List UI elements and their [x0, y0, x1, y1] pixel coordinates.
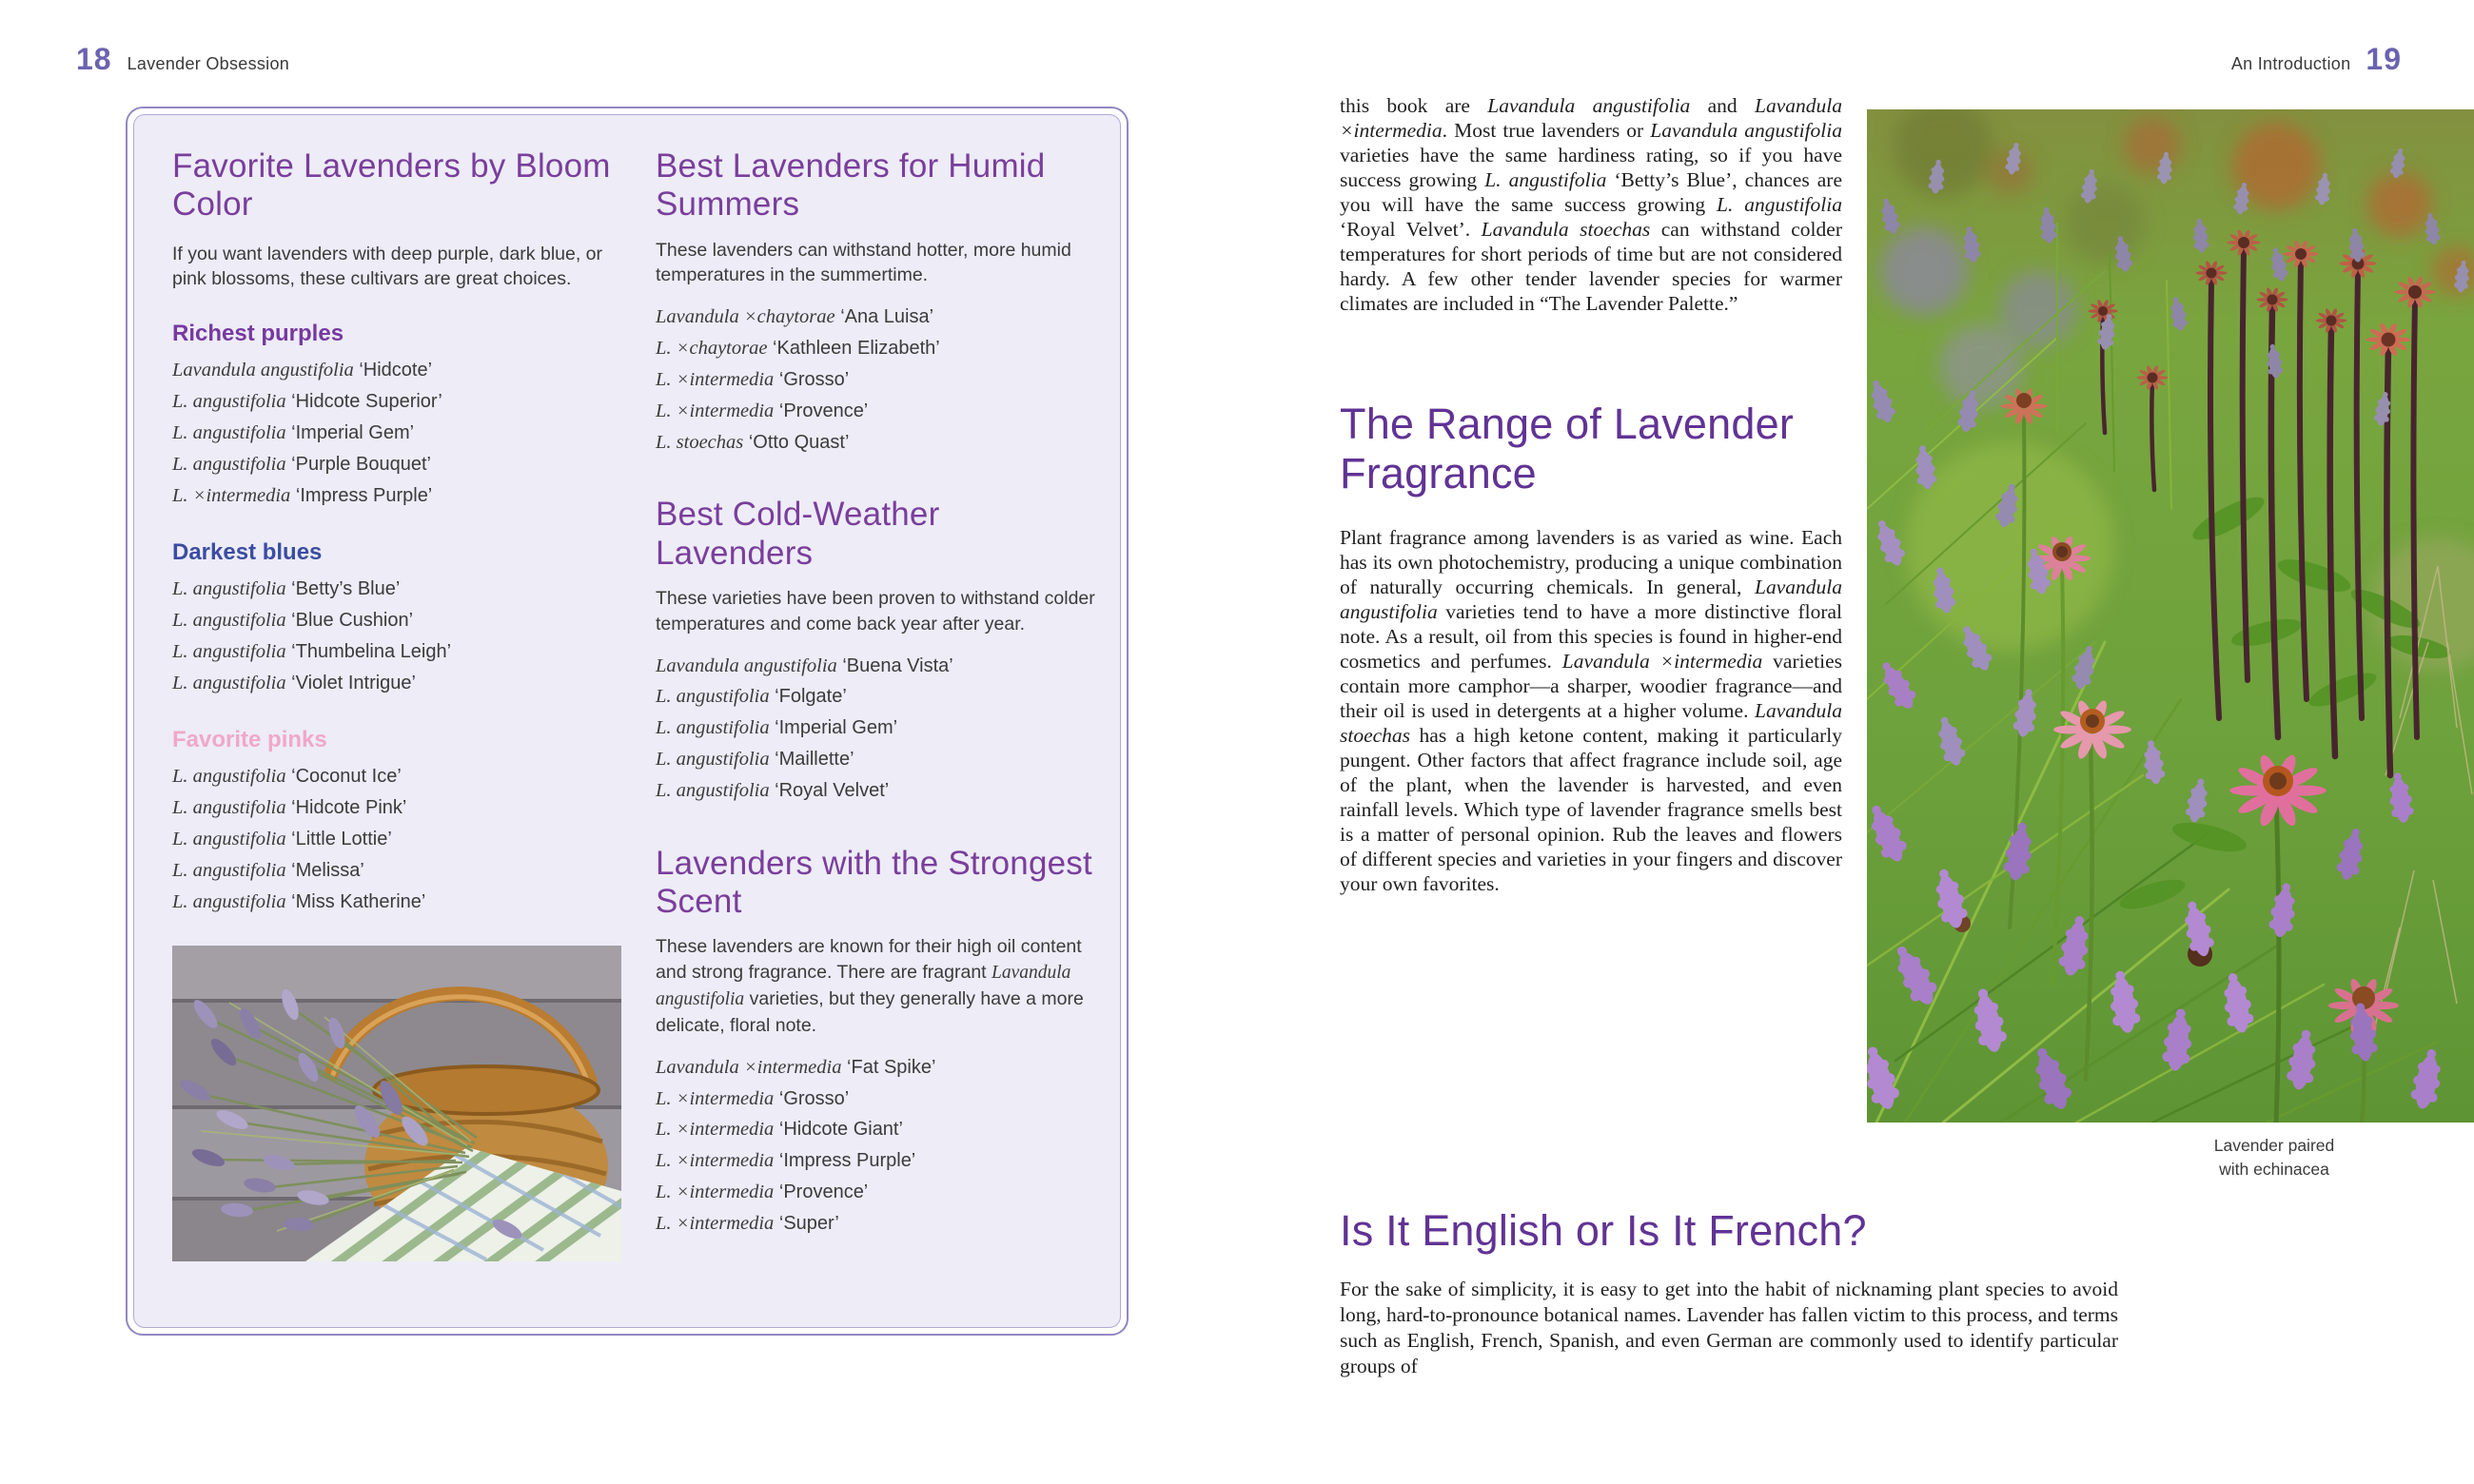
species-name: L. ×intermedia — [656, 368, 775, 390]
photo-caption — [2131, 1134, 2417, 1181]
species-name: L. angustifolia — [172, 890, 286, 912]
species-name: Lavandula ×chaytorae — [656, 306, 835, 328]
species-name: L. angustifolia — [172, 672, 286, 693]
variety-item — [656, 681, 1095, 713]
cold-weather-intro: These varieties have been proven to withstand colder temperatures and come back year after year. — [656, 587, 1095, 635]
variety-item — [172, 887, 612, 918]
cultivar-name: ‘Impress Purple’ — [778, 1150, 916, 1172]
cultivar-name: ‘Impress Purple’ — [295, 484, 433, 506]
cultivar-name: ‘Hidcote Pink’ — [291, 797, 407, 819]
lavender-basket-photo — [172, 946, 621, 1261]
cultivar-name: ‘Coconut Ice’ — [291, 766, 402, 788]
section-title-strongest-scent: Lavenders with the Strongest Scent — [656, 844, 1092, 920]
cultivar-name: ‘Little Lottie’ — [291, 829, 392, 850]
variety-item — [656, 302, 1095, 333]
cultivar-name: ‘Grosso’ — [778, 368, 850, 390]
cultivar-name: ‘Fat Spike’ — [847, 1056, 936, 1078]
variety-item — [172, 668, 612, 699]
species-name: L. angustifolia — [172, 640, 286, 662]
species-name: L. angustifolia — [656, 717, 770, 739]
box-title-bloom-color: Favorite Lavenders by Bloom Color — [172, 147, 611, 224]
cold-weather-list — [656, 651, 1095, 807]
variety-item — [656, 1052, 1095, 1084]
variety-item — [172, 355, 612, 386]
cultivar-name: ‘Blue Cushion’ — [291, 610, 414, 632]
cultivar-name: ‘Grosso’ — [778, 1087, 850, 1109]
section-title-cold-weather: Best Cold-Weather Lavenders — [656, 496, 940, 572]
variety-item — [172, 449, 612, 480]
variety-item — [656, 1145, 1095, 1177]
variety-item — [656, 364, 1095, 396]
species-name: L. ×chaytorae — [656, 338, 768, 360]
feature-box-inner — [133, 114, 1121, 1328]
cultivar-name: ‘Imperial Gem’ — [291, 421, 415, 443]
cultivar-name: ‘Otto Quast’ — [748, 431, 850, 453]
variety-item — [656, 1114, 1095, 1145]
feature-box — [126, 107, 1129, 1336]
variety-item — [172, 480, 612, 512]
cultivar-name: ‘Miss Katherine’ — [291, 890, 426, 912]
species-name: L. angustifolia — [172, 766, 286, 788]
variety-item — [656, 775, 1095, 807]
species-name: L. angustifolia — [172, 391, 286, 413]
cultivar-name: ‘Buena Vista’ — [842, 654, 953, 676]
species-name: L. ×intermedia — [656, 1212, 775, 1234]
richest-purples-list — [172, 355, 612, 511]
cultivar-name: ‘Ana Luisa’ — [840, 306, 934, 328]
variety-item — [656, 713, 1095, 744]
species-name: L. ×intermedia — [656, 400, 775, 421]
fragrance-paragraph: Plant fragrance among lavenders is as varied as wine. Each has its own photochemistry, producing a unique combination of naturally occurring chemicals. In general, Lavandula angustifolia varieties tend to have a more distinctive floral note. As a result, oil from this species is found in higher-end cosmetics and perfumes. Lavandula ×intermedia varieties contain more camphor—a sharper, woodier fragrance—and their oil is used in detergents at a higher volume. Lavandula stoechas has a high ketone content, making it particularly pungent. Other factors that affect fragrance include soil, age of the plant, when the lavender is harvested, and even rainfall levels. Which type of lavender fragrance smells best is a matter of personal opinion. Rub the leaves and flowers of different species and varieties in your fingers and discover your own favorites. — [1340, 526, 1842, 896]
species-name: L. angustifolia — [656, 686, 770, 708]
cultivar-name: ‘Maillette’ — [775, 749, 854, 770]
cultivar-name: ‘Purple Bouquet’ — [291, 453, 431, 475]
cultivar-name: ‘Melissa’ — [291, 859, 364, 881]
species-name: L. angustifolia — [172, 578, 286, 600]
cultivar-name: ‘Royal Velvet’ — [775, 779, 890, 801]
cultivar-name: ‘Provence’ — [778, 1181, 869, 1202]
cultivar-name: ‘Hidcote Giant’ — [778, 1119, 903, 1141]
photo-caption-line2: with echinacea — [2219, 1159, 2329, 1179]
humid-summers-intro: These lavenders can withstand hotter, more humid temperatures in the summertime. — [656, 239, 1071, 286]
species-name: L. ×intermedia — [656, 1181, 775, 1202]
right-running-head — [2231, 42, 2402, 77]
species-name: L. angustifolia — [172, 797, 286, 819]
cultivar-name: ‘Folgate’ — [775, 686, 847, 708]
humid-summers-list — [656, 302, 1095, 458]
box-column-best-lists — [656, 147, 1095, 1295]
cultivar-name: ‘Betty’s Blue’ — [291, 578, 401, 600]
species-name: L. angustifolia — [172, 859, 286, 881]
variety-item — [172, 792, 612, 824]
left-page-number: 18 — [76, 42, 112, 76]
variety-item — [172, 761, 612, 792]
favorite-pinks-list — [172, 761, 612, 917]
section-title-humid-summers: Best Lavenders for Humid Summers — [656, 147, 1046, 224]
variety-item — [656, 1177, 1095, 1208]
variety-item — [172, 574, 612, 605]
box-column-bloom-color — [172, 147, 612, 1295]
left-running-head — [76, 42, 289, 77]
cultivar-name: ‘Hidcote’ — [359, 360, 433, 381]
species-name: L. ×intermedia — [172, 484, 291, 506]
group-heading-darkest-blues: Darkest blues — [172, 539, 323, 566]
variety-item — [172, 386, 612, 418]
group-heading-favorite-pinks: Favorite pinks — [172, 727, 327, 753]
variety-item — [656, 1084, 1095, 1115]
right-page-number: 19 — [2366, 42, 2402, 76]
species-name: L. ×intermedia — [656, 1150, 775, 1172]
species-name: L. ×intermedia — [656, 1119, 775, 1141]
strongest-scent-list — [656, 1052, 1095, 1240]
species-name: L. angustifolia — [656, 779, 770, 801]
species-name: Lavandula ×intermedia — [656, 1056, 842, 1078]
photo-caption-line1: Lavender paired — [2213, 1136, 2335, 1155]
strongest-scent-intro: These lavenders are known for their high oil content and strong fragrance. There are fragrant Lavandula angustifolia varieties, but they generally have a more delicate, floral note. — [656, 936, 1084, 1036]
lavender-echinacea-photo — [1867, 109, 2474, 1123]
variety-item — [656, 651, 1095, 682]
variety-item — [172, 855, 612, 887]
left-running-head-label: Lavender Obsession — [127, 54, 290, 73]
variety-item — [656, 744, 1095, 775]
english-or-french-paragraph: For the sake of simplicity, it is easy to get into the habit of nicknaming plant species to avoid long, hard-to-pronounce botanical names. Lavender has fallen victim to this process, and terms such as English, French, Spanish, and even German are commonly used to identify particular groups of — [1340, 1278, 2118, 1378]
heading-english-or-french: Is It English or Is It French? — [1340, 1206, 1867, 1255]
variety-item — [172, 605, 612, 636]
species-name: Lavandula angustifolia — [172, 360, 354, 381]
cultivar-name: ‘Kathleen Elizabeth’ — [773, 338, 940, 360]
darkest-blues-list — [172, 574, 612, 698]
variety-item — [656, 396, 1095, 427]
heading-range-of-fragrance: The Range of Lavender Fragrance — [1340, 400, 1795, 498]
species-name: Lavandula angustifolia — [656, 654, 837, 676]
species-name: L. stoechas — [656, 431, 744, 453]
cultivar-name: ‘Imperial Gem’ — [775, 717, 898, 739]
species-name: L. angustifolia — [172, 829, 286, 850]
intro-continuation-paragraph: this book are Lavandula angustifolia and Lavandula ×intermedia. Most true lavenders or Lavandula angustifolia varieties have the same hardiness rating, so if you have success growing L. angustifolia ‘Betty’s Blue’, chances are you will have the same success growing L. angustifolia ‘Royal Velvet’. Lavandula stoechas can withstand colder temperatures for short periods of time but are not considered hardy. A few other tender lavender species for warmer climates are included in “The Lavender Palette.” — [1340, 94, 1842, 315]
variety-item — [656, 1208, 1095, 1240]
cultivar-name: ‘Super’ — [778, 1212, 839, 1234]
right-page-text-column — [1340, 93, 1842, 896]
cultivar-name: ‘Hidcote Superior’ — [291, 391, 442, 413]
variety-item — [172, 636, 612, 668]
bloom-color-intro: If you want lavenders with deep purple, dark blue, or pink blossoms, these cultivars are great choices. — [172, 243, 603, 290]
group-heading-richest-purples: Richest purples — [172, 321, 344, 347]
right-page-bottom-section — [1340, 1206, 2118, 1379]
species-name: L. angustifolia — [172, 453, 286, 475]
variety-item — [656, 427, 1095, 459]
species-name: L. ×intermedia — [656, 1087, 775, 1109]
species-name: L. angustifolia — [172, 421, 286, 443]
cultivar-name: ‘Thumbelina Leigh’ — [291, 640, 452, 662]
variety-item — [656, 333, 1095, 364]
species-name: L. angustifolia — [656, 749, 770, 770]
species-name: L. angustifolia — [172, 610, 286, 632]
cultivar-name: ‘Provence’ — [778, 400, 869, 421]
cultivar-name: ‘Violet Intrigue’ — [291, 672, 416, 693]
variety-item — [172, 418, 612, 449]
variety-item — [172, 824, 612, 855]
right-running-head-label: An Introduction — [2230, 54, 2351, 73]
